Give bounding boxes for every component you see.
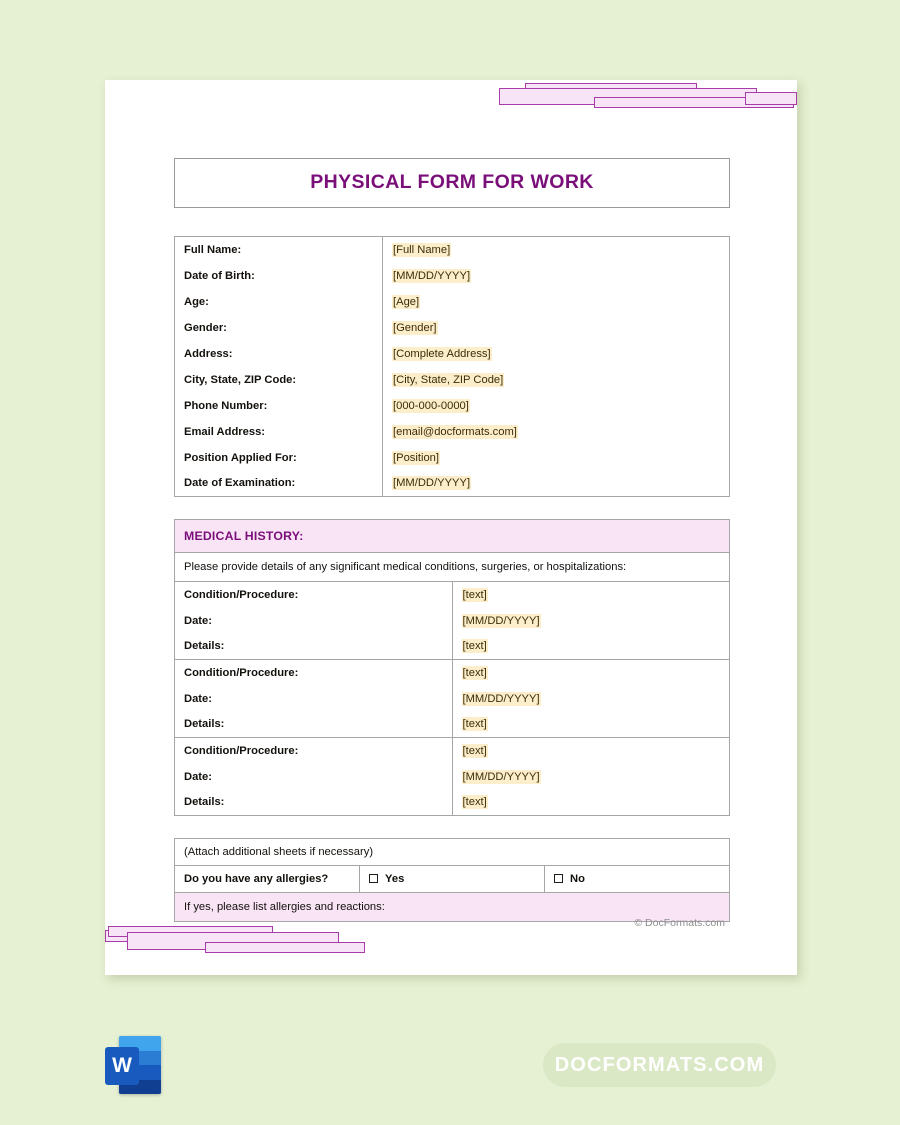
field-label: Position Applied For: xyxy=(175,445,383,471)
field-value: [MM/DD/YYYY] xyxy=(462,692,540,705)
field-value-cell[interactable] xyxy=(452,608,730,634)
table-row xyxy=(175,582,730,608)
copyright-credit: © DocFormats.com xyxy=(634,917,725,929)
field-value: [email@docformats.com] xyxy=(393,425,517,438)
attach-note: (Attach additional sheets if necessary) xyxy=(175,839,730,866)
field-value: [text] xyxy=(462,718,487,731)
field-value-cell[interactable] xyxy=(452,790,730,816)
field-label: Date: xyxy=(175,686,453,712)
field-value: [text] xyxy=(462,640,487,653)
word-icon-letter: W xyxy=(105,1047,139,1085)
field-value: [Gender] xyxy=(393,321,437,334)
field-value: [Full Name] xyxy=(393,243,451,256)
field-label: Phone Number: xyxy=(175,393,383,419)
field-label: Condition/Procedure: xyxy=(175,660,453,686)
decoration-bottom-left xyxy=(105,921,405,967)
field-value-cell[interactable] xyxy=(383,237,730,263)
checkbox-icon[interactable] xyxy=(369,874,378,883)
brand-badge[interactable]: DOCFORMATS.COM xyxy=(543,1043,776,1087)
field-value: [MM/DD/YYYY] xyxy=(393,269,471,282)
field-value-cell[interactable] xyxy=(452,634,730,660)
document-body xyxy=(174,158,730,922)
field-value-cell[interactable] xyxy=(383,419,730,445)
allergy-followup-text: If yes, please list allergies and reactions: xyxy=(175,893,730,922)
table-row xyxy=(175,393,730,419)
field-value: [000-000-0000] xyxy=(393,399,469,412)
field-label: Details: xyxy=(175,634,453,660)
medical-history-instruction-row xyxy=(175,553,730,582)
field-value-cell[interactable] xyxy=(383,445,730,471)
table-row xyxy=(175,263,730,289)
field-label: Age: xyxy=(175,289,383,315)
table-row xyxy=(175,686,730,712)
page-title: PHYSICAL FORM FOR WORK xyxy=(310,171,594,193)
medical-history-table xyxy=(174,519,730,816)
field-label: Full Name: xyxy=(175,237,383,263)
table-row xyxy=(175,445,730,471)
allergy-no-label: No xyxy=(570,873,585,885)
checkbox-icon[interactable] xyxy=(554,874,563,883)
table-row xyxy=(175,608,730,634)
document-page xyxy=(105,80,797,975)
decoration-top-right xyxy=(497,80,797,126)
field-label: Details: xyxy=(175,712,453,738)
field-value-cell[interactable] xyxy=(383,315,730,341)
field-value-cell[interactable] xyxy=(452,764,730,790)
table-row xyxy=(175,419,730,445)
deco-bar-4 xyxy=(745,92,797,105)
table-row xyxy=(175,289,730,315)
field-value: [Position] xyxy=(393,451,440,464)
personal-info-table xyxy=(174,236,730,497)
table-row xyxy=(175,660,730,686)
field-value: [Complete Address] xyxy=(393,347,491,360)
field-value-cell[interactable] xyxy=(383,341,730,367)
field-label: Date of Birth: xyxy=(175,263,383,289)
allergy-question-label: Do you have any allergies? xyxy=(175,866,360,893)
field-value: [MM/DD/YYYY] xyxy=(462,614,540,627)
field-label: Gender: xyxy=(175,315,383,341)
field-value-cell[interactable] xyxy=(452,738,730,764)
attach-note-row xyxy=(175,839,730,866)
field-label: Date of Examination: xyxy=(175,471,383,497)
instruction-text: Please provide details of any significant medical conditions, surgeries, or hospitalizations: xyxy=(184,561,627,573)
field-value: [text] xyxy=(462,666,487,679)
field-value-cell[interactable] xyxy=(452,686,730,712)
field-value-cell[interactable] xyxy=(452,660,730,686)
allergy-yes-option[interactable] xyxy=(360,866,545,893)
field-value-cell[interactable] xyxy=(383,393,730,419)
table-row xyxy=(175,738,730,764)
allergy-yes-label: Yes xyxy=(385,873,405,885)
deco-bar-8 xyxy=(205,942,365,953)
table-row xyxy=(175,764,730,790)
table-row xyxy=(175,712,730,738)
field-value-cell[interactable] xyxy=(383,367,730,393)
table-row xyxy=(175,634,730,660)
table-row xyxy=(175,237,730,263)
table-row xyxy=(175,471,730,497)
allergies-table xyxy=(174,838,730,922)
field-value: [Age] xyxy=(393,295,420,308)
allergy-no-option[interactable] xyxy=(545,866,730,893)
table-row xyxy=(175,367,730,393)
table-row xyxy=(175,790,730,816)
table-row xyxy=(175,341,730,367)
field-label: Date: xyxy=(175,764,453,790)
field-value: [text] xyxy=(462,744,487,757)
field-value: [text] xyxy=(462,588,487,601)
field-value-cell[interactable] xyxy=(383,263,730,289)
field-value: [City, State, ZIP Code] xyxy=(393,373,504,386)
field-label: Condition/Procedure: xyxy=(175,582,453,608)
field-value-cell[interactable] xyxy=(383,471,730,497)
allergy-question-row xyxy=(175,866,730,893)
section-heading: MEDICAL HISTORY: xyxy=(184,529,304,543)
field-label: City, State, ZIP Code: xyxy=(175,367,383,393)
field-value-cell[interactable] xyxy=(452,712,730,738)
field-label: Condition/Procedure: xyxy=(175,738,453,764)
field-label: Email Address: xyxy=(175,419,383,445)
field-value: [MM/DD/YYYY] xyxy=(393,477,471,490)
medical-history-header-row xyxy=(175,520,730,553)
field-label: Address: xyxy=(175,341,383,367)
field-value-cell[interactable] xyxy=(452,582,730,608)
field-value-cell[interactable] xyxy=(383,289,730,315)
title-box xyxy=(174,158,730,208)
field-value: [MM/DD/YYYY] xyxy=(462,770,540,783)
field-value: [text] xyxy=(462,796,487,809)
table-row xyxy=(175,315,730,341)
field-label: Date: xyxy=(175,608,453,634)
word-document-icon[interactable] xyxy=(105,1036,161,1098)
field-label: Details: xyxy=(175,790,453,816)
